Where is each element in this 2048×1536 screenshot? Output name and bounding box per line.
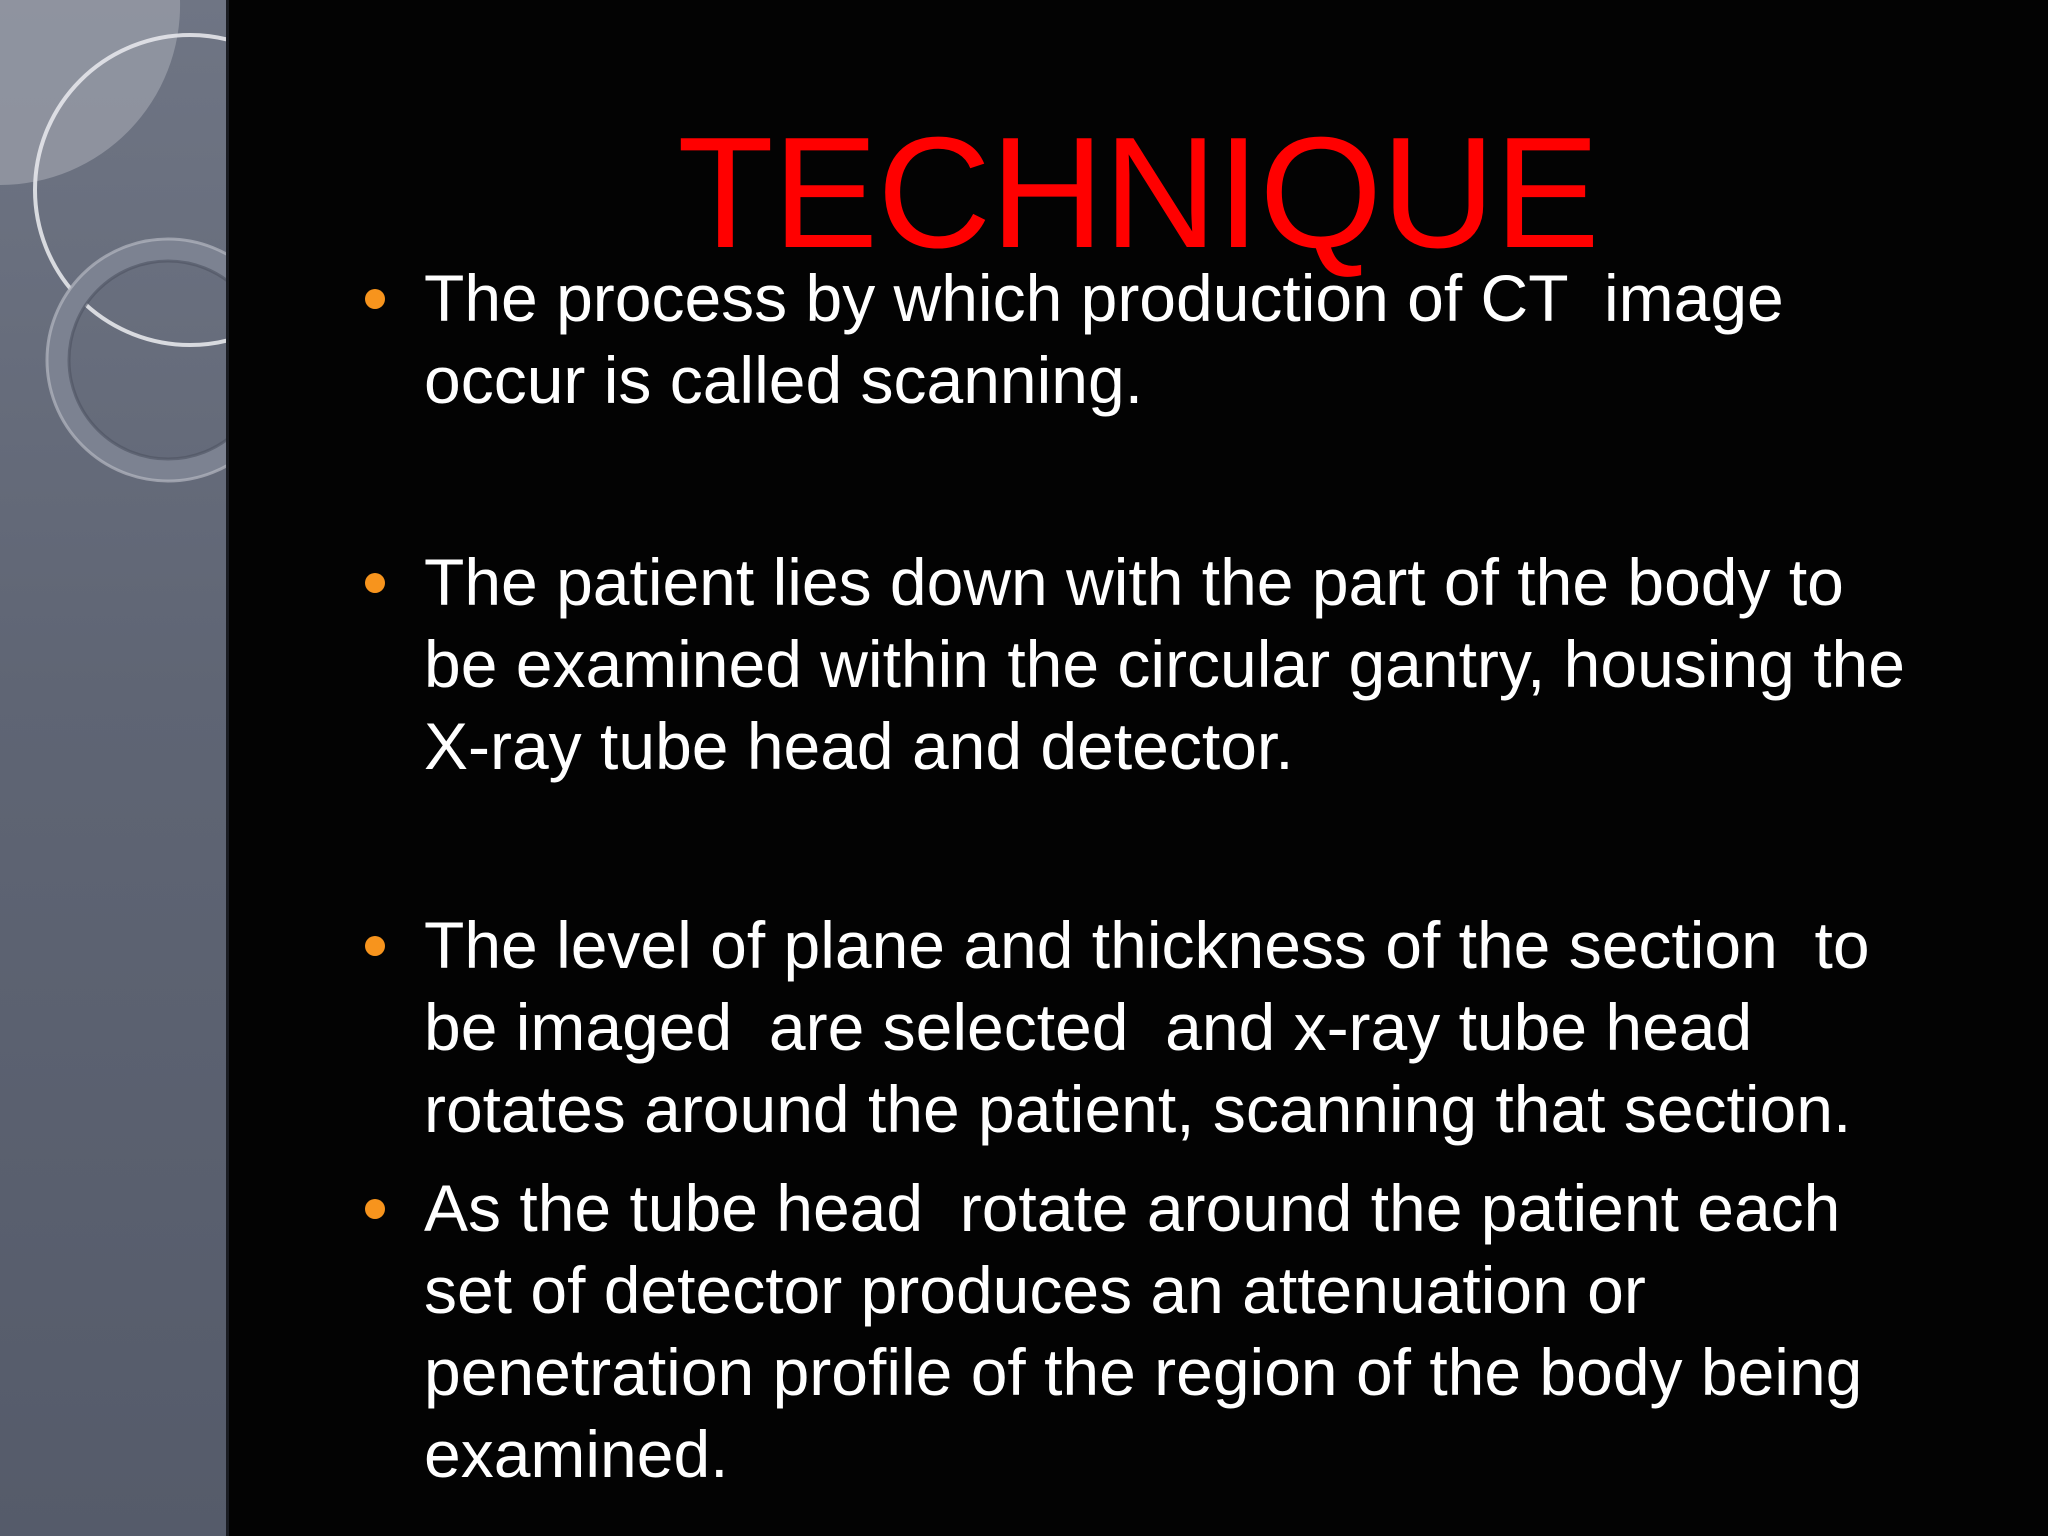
bullet-text: The level of plane and thickness of the section to be imaged are selected and x-ray tube head rotates around the patient, scanning that section.	[424, 908, 1870, 1146]
bullet-item	[424, 541, 2024, 787]
bullet-item	[424, 1167, 2024, 1495]
bullet-dot-icon	[365, 289, 385, 309]
bullet-text: The process by which production of CT image occur is called scanning.	[424, 261, 1784, 417]
bullet-text: The patient lies down with the part of the body to be examined within the circular gantry, housing the X-ray tube head and detector.	[424, 545, 1905, 783]
bullet-item	[424, 257, 2024, 421]
bullet-dot-icon	[365, 936, 385, 956]
bullet-item	[424, 904, 2024, 1150]
slide-title: TECHNIQUE	[677, 105, 1599, 281]
bullet-dot-icon	[365, 573, 385, 593]
bullet-text: As the tube head rotate around the patient each set of detector produces an attenuation or penetration profile of the region of the body being examined.	[424, 1171, 1863, 1491]
bullet-dot-icon	[365, 1199, 385, 1219]
